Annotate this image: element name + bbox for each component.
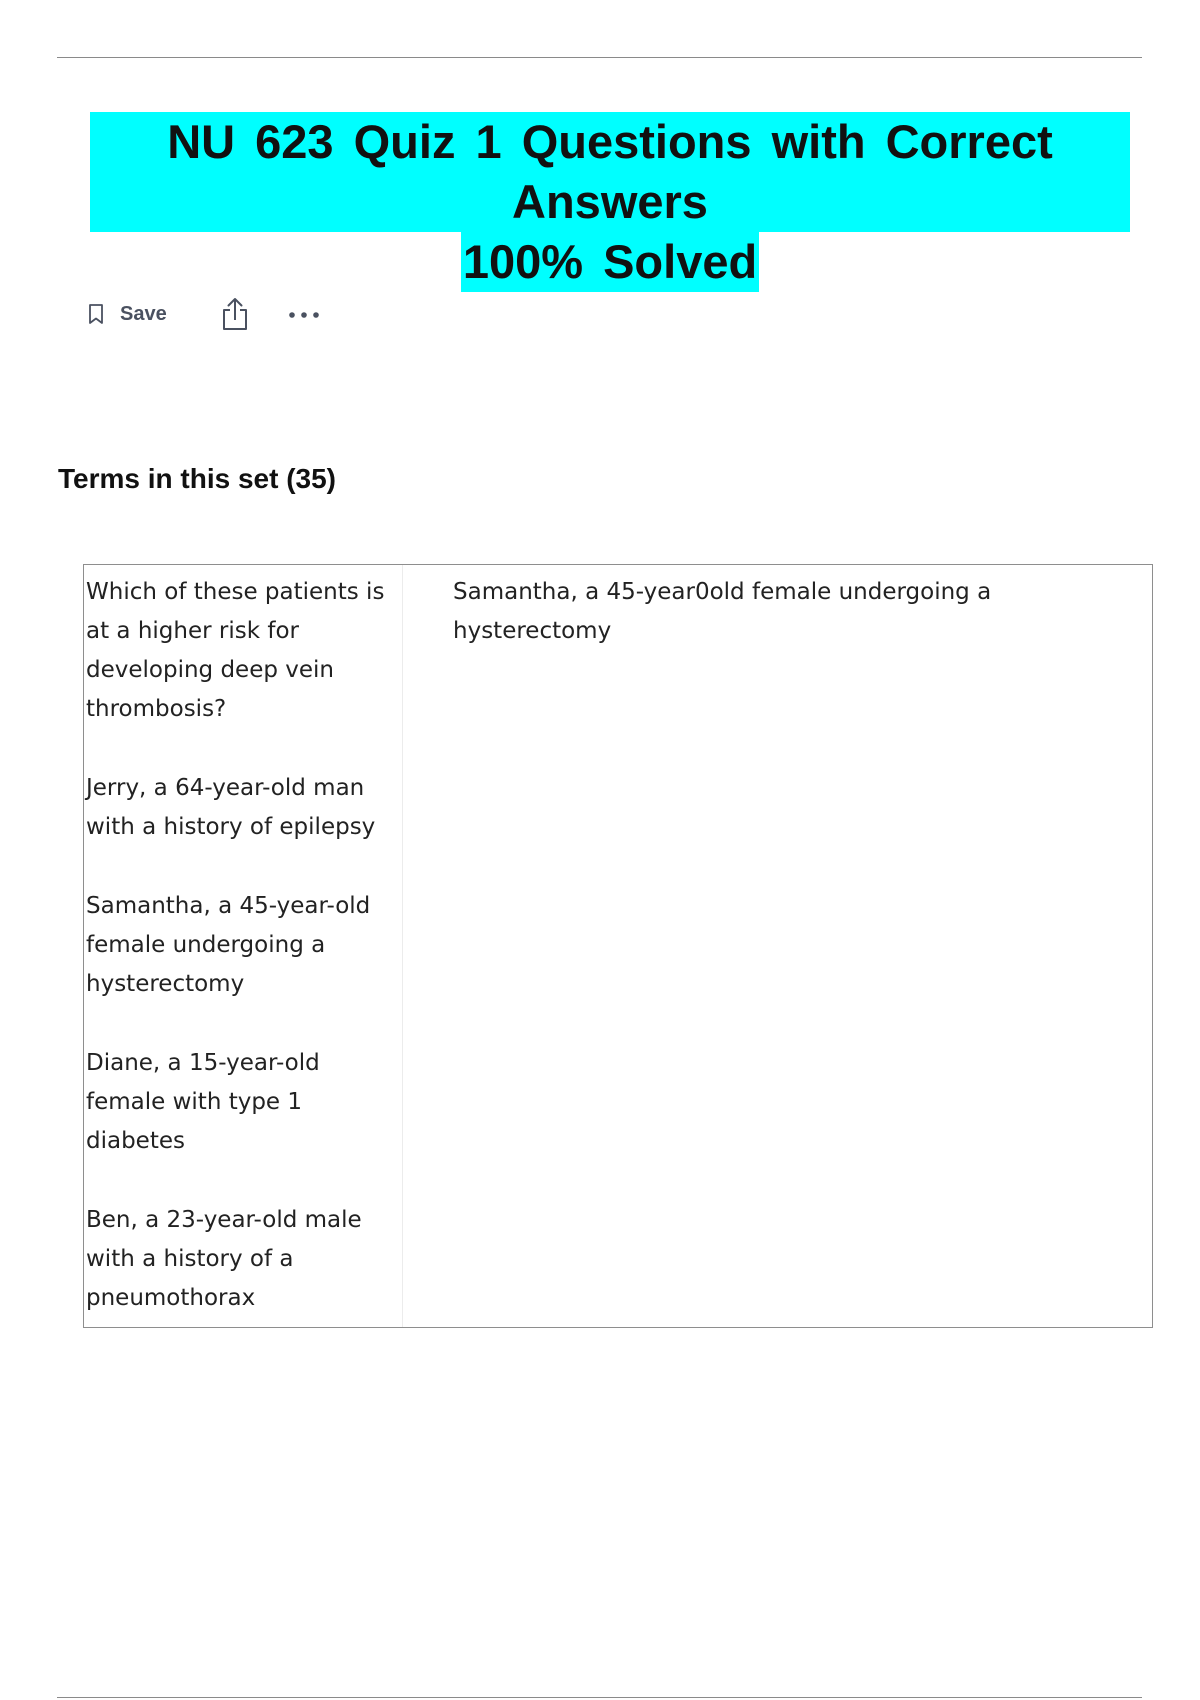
title-line-1: NU 623 Quiz 1 Questions with Correct Answers (90, 112, 1130, 232)
save-label: Save (120, 302, 167, 325)
document-title (90, 112, 1130, 292)
toolbar (86, 296, 321, 332)
bookmark-icon (86, 302, 106, 326)
share-icon[interactable] (219, 296, 251, 332)
term-column (86, 573, 386, 1318)
term-option: Diane, a 15-year-old female with type 1 diabetes (86, 1050, 320, 1154)
title-line-2: 100% Solved (461, 232, 759, 292)
top-rule (57, 57, 1142, 58)
more-options-icon[interactable] (287, 308, 321, 320)
definition-text: Samantha, a 45-year0old female undergoing a hysterectomy (453, 579, 992, 644)
definition-column (453, 573, 1133, 651)
term-question: Which of these patients is at a higher risk for developing deep vein thrombosis? (86, 579, 385, 722)
column-divider (402, 565, 403, 1327)
save-button[interactable] (86, 302, 167, 326)
term-option: Jerry, a 64-year-old man with a history of epilepsy (86, 775, 376, 840)
bottom-rule (57, 1697, 1142, 1698)
term-option: Ben, a 23-year-old male with a history of a pneumothorax (86, 1207, 362, 1311)
term-option: Samantha, a 45-year-old female undergoing a hysterectomy (86, 893, 371, 997)
terms-heading: Terms in this set (35) (58, 463, 337, 494)
flashcard (83, 564, 1153, 1328)
